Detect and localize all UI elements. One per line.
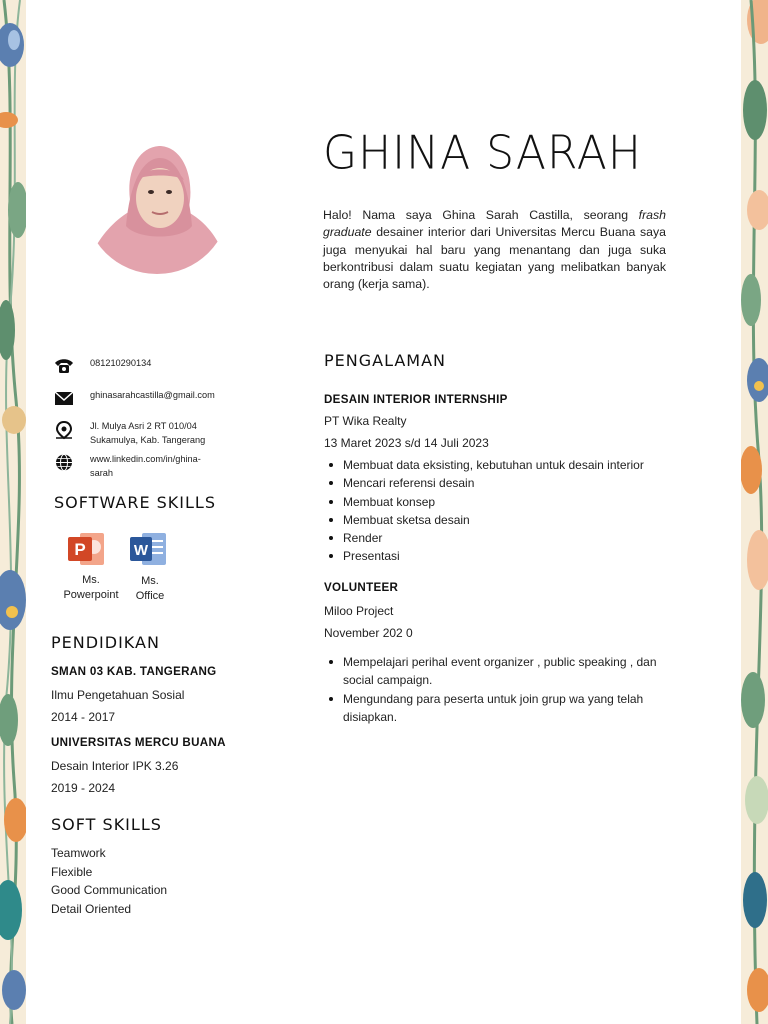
svg-text:P: P (74, 540, 86, 559)
education-school-2: UNIVERSITAS MERCU BUANA (51, 736, 226, 749)
contact-email (53, 389, 253, 407)
phone-icon (53, 357, 75, 375)
job-bullet: Membuat data eksisting, kebutuhan untuk desain interior (323, 456, 693, 474)
linkedin-line-1: www.linkedin.com/in/ghina- (90, 454, 201, 464)
job-bullet: Mencari referensi desain (323, 474, 693, 492)
floral-border-left (0, 0, 26, 1024)
education-detail-1: Ilmu Pengetahuan Sosial (51, 688, 185, 702)
linkedin-link[interactable] (90, 453, 201, 480)
soft-skill-item: Detail Oriented (51, 901, 132, 916)
email-address[interactable]: ghinasarahcastilla@gmail.com (90, 390, 215, 400)
software-skill-office (126, 574, 174, 604)
soft-skill-item: Teamwork (51, 846, 106, 860)
location-pin-icon (53, 420, 75, 440)
education-detail-2: Desain Interior IPK 3.26 (51, 759, 179, 773)
software-skills-title: SOFTWARE SKILLS (54, 493, 216, 512)
intro-text-start: Halo! Nama saya Ghina Sarah Castilla, seorang (323, 208, 639, 222)
job-title-2: VOLUNTEER (324, 581, 399, 594)
intro-text-end: desainer interior dari Universitas Mercu Buana saya juga menyukai hal baru yang menantang dan juga suka berkontribusi dalam suatu kegiatan yang melibatkan banyak orang (kerja sama). (323, 225, 666, 292)
svg-text:W: W (133, 542, 149, 559)
floral-border-right (741, 0, 768, 1024)
software-skill-label-2: Office (135, 590, 165, 602)
job-bullet: Membuat konsep (323, 493, 693, 511)
phone-number[interactable]: 081210290134 (90, 358, 152, 368)
experience-title: PENGALAMAN (324, 351, 447, 370)
education-years-2: 2019 - 2024 (51, 781, 116, 795)
job-title-1: DESAIN INTERIOR INTERNSHIP (324, 393, 508, 406)
soft-skill-item: Flexible (51, 864, 93, 879)
contact-address (53, 420, 253, 447)
software-skill-label-1: Ms. (141, 575, 159, 587)
software-skill-powerpoint (54, 573, 128, 603)
education-years-1: 2014 - 2017 (51, 710, 116, 724)
profile-name: GHINA SARAH (323, 126, 642, 181)
education-title: PENDIDIKAN (51, 633, 160, 652)
word-icon (130, 531, 168, 567)
profile-photo (84, 140, 230, 274)
contact-phone (53, 357, 253, 375)
soft-skills-list (51, 844, 167, 918)
job-bullet: Mempelajari perihal event organizer , public speaking , dan social campaign. (323, 653, 685, 690)
profile-intro (323, 207, 666, 293)
job-bullet: Presentasi (323, 547, 693, 565)
contact-linkedin (53, 453, 253, 480)
soft-skill-item: Good Communication (51, 883, 168, 897)
job-bullets-1 (323, 456, 693, 566)
address-line-2: Sukamulya, Kab. Tangerang (90, 434, 206, 445)
job-period-1: 13 Maret 2023 s/d 14 Juli 2023 (324, 436, 489, 450)
job-period-2: November 202 0 (324, 626, 413, 640)
powerpoint-icon (68, 531, 106, 567)
job-bullet: Membuat sketsa desain (323, 511, 693, 529)
job-company-1: PT Wika Realty (324, 414, 407, 428)
job-company-2: Miloo Project (324, 604, 394, 618)
job-bullet: Render (323, 529, 693, 547)
software-skill-label-1: Ms. (82, 574, 100, 586)
education-school-1: SMAN 03 KAB. TANGERANG (51, 665, 217, 678)
resume-sheet (26, 0, 741, 1024)
linkedin-line-2: sarah (90, 467, 113, 478)
software-skill-label-2: Powerpoint (63, 589, 119, 601)
intro-emphasis: frash graduate (323, 208, 666, 240)
soft-skills-title: SOFT SKILLS (51, 815, 162, 834)
address-line-1: Jl. Mulya Asri 2 RT 010/04 (90, 421, 197, 431)
job-bullet: Mengundang para peserta untuk join grup wa yang telah disiapkan. (323, 690, 685, 727)
globe-icon (53, 453, 75, 472)
mail-icon (53, 389, 75, 407)
job-bullets-2 (323, 653, 685, 726)
